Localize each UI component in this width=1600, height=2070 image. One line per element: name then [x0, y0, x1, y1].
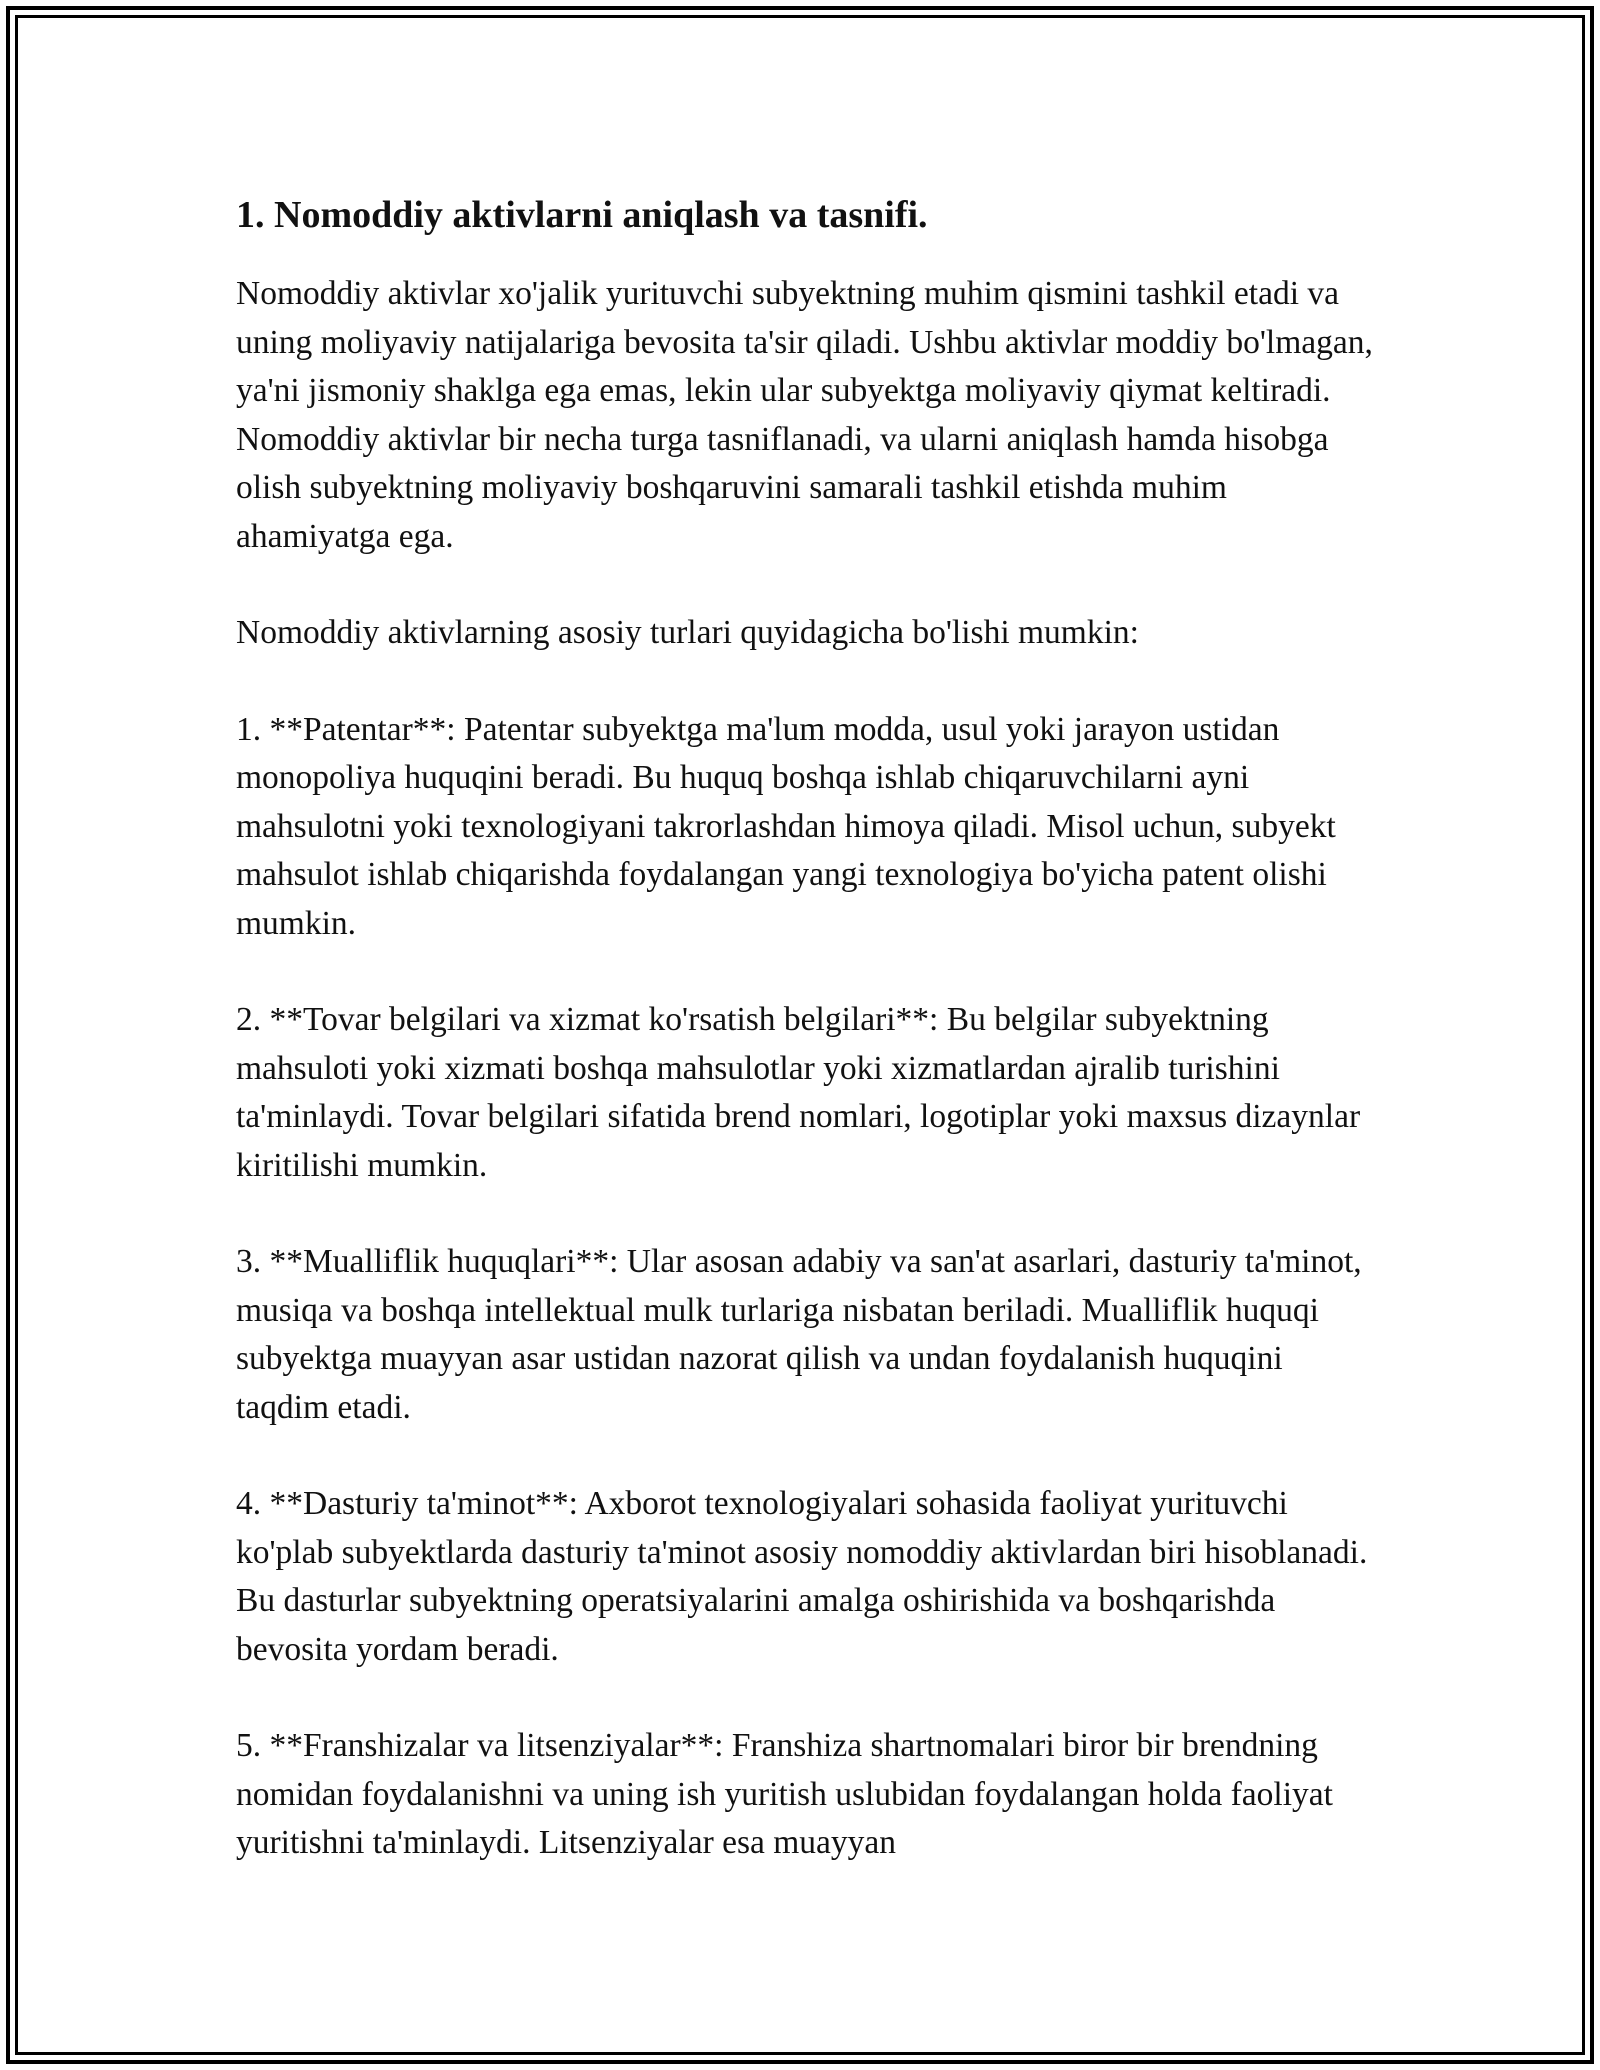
section-heading: 1. Nomoddiy aktivlarni aniqlash va tasnifi. — [236, 194, 928, 236]
list-item-franchises: 5. **Franshizalar va litsenziyalar**: Franshiza shartnomalari biror bir brendning nomidan foydalanishni va uning ish yuritish uslubidan foydalangan holda faoliyat yuritishni ta'minlaydi. Litsenziyalar esa muayyan — [236, 1727, 1333, 1861]
types-lead-paragraph: Nomoddiy aktivlarning asosiy turlari quyidagicha bo'lishi mumkin: — [236, 614, 1139, 651]
document-body — [236, 190, 1376, 1868]
list-item-trademarks: 2. **Tovar belgilari va xizmat ko'rsatish belgilari**: Bu belgilar subyektning mahsuloti yoki xizmati boshqa mahsulotlar yoki xizmatlardan ajralib turishini ta'minlaydi. Tovar belgilari sifatida brend nomlari, logotiplar yoki maxsus dizaynlar kiritilishi mumkin. — [236, 1001, 1361, 1184]
list-item-software: 4. **Dasturiy ta'minot**: Axborot texnologiyalari sohasida faoliyat yurituvchi ko'plab subyektlarda dasturiy ta'minot asosiy nomoddiy aktivlardan biri hisoblanadi. Bu dasturlar subyektning operatsiyalarini amalga oshirishida va boshqarishda bevosita yordam beradi. — [236, 1485, 1368, 1668]
intro-paragraph: Nomoddiy aktivlar xo'jalik yurituvchi subyektning muhim qismini tashkil etadi va uning moliyaviy natijalariga bevosita ta'sir qiladi. Ushbu aktivlar moddiy bo'lmagan, ya'ni jismoniy shaklga ega emas, lekin ular subyektga moliyaviy qiymat keltiradi. Nomoddiy aktivlar bir necha turga tasniflanadi, va ularni aniqlash hamda hisobga olish subyektning moliyaviy boshqaruvini samarali tashkil etishda muhim ahamiyatga ega. — [236, 275, 1373, 555]
list-item-patents: 1. **Patentar**: Patentar subyektga ma'lum modda, usul yoki jarayon ustidan monopoliya huquqini beradi. Bu huquq boshqa ishlab chiqaruvchilarni ayni mahsulotni yoki texnologiyani takrorlashdan himoya qiladi. Misol uchun, subyekt mahsulot ishlab chiqarishda foydalangan yangi texnologiya bo'yicha patent olishi mumkin. — [236, 710, 1336, 942]
list-item-copyrights: 3. **Mualliflik huquqlari**: Ular asosan adabiy va san'at asarlari, dasturiy ta'minot, musiqa va boshqa intellektual mulk turlariga nisbatan beriladi. Mualliflik huquqi subyektga muayyan asar ustidan nazorat qilish va undan foydalanish huquqini taqdim etadi. — [236, 1243, 1362, 1426]
